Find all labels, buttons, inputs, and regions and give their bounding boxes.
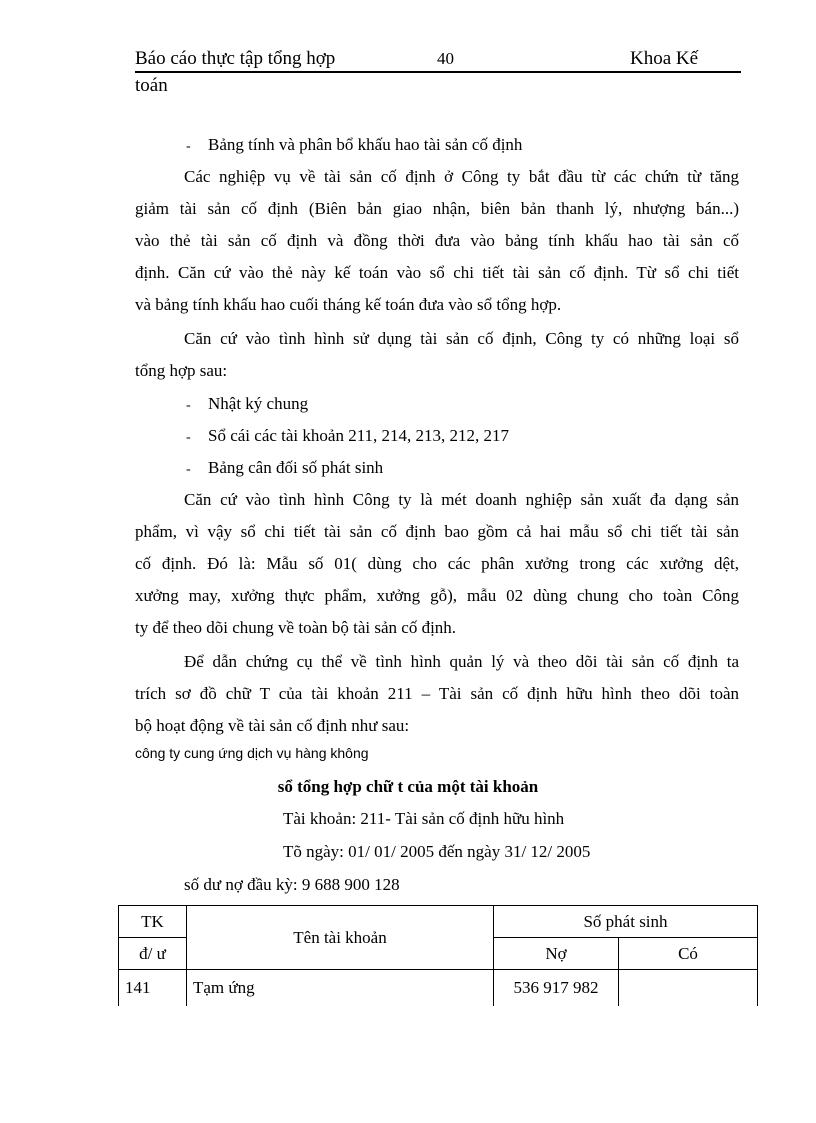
para1-line5: và bảng tính khấu hao cuối tháng kế toán đưa vào sổ tổng hợp. bbox=[135, 295, 562, 314]
ledger-table bbox=[118, 905, 758, 1006]
row-tk: 141 bbox=[119, 970, 187, 1006]
list-item: Nhật ký chung bbox=[208, 394, 309, 413]
header-tk: TK bbox=[119, 906, 187, 938]
page-number: 40 bbox=[437, 49, 454, 68]
list-item: Bảng cân đối số phát sinh bbox=[208, 458, 384, 477]
row-debit: 536 917 982 bbox=[494, 970, 619, 1006]
table-row bbox=[119, 970, 758, 1006]
header-department-continuation: toán bbox=[135, 75, 168, 96]
bullet-mark: - bbox=[186, 139, 191, 154]
para1-line4: định. Căn cứ vào thẻ này kế toán vào sổ chi tiết tài sản cố định. Từ sổ chi tiết bbox=[135, 263, 739, 282]
ledger-account: Tài khoản: 211- Tài sản cố định hữu hình bbox=[283, 809, 565, 828]
list-item-depreciation-table: Bảng tính và phân bổ khấu hao tài sản cố định bbox=[208, 135, 523, 154]
header-account-name: Tên tài khoản bbox=[187, 906, 494, 970]
ledger-title: sổ tổng hợp chữ t của một tài khoản bbox=[277, 777, 539, 796]
para1-line1: Các nghiệp vụ về tài sản cố định ở Công ty bắt đầu từ các chứn từ tăng bbox=[184, 167, 739, 186]
list-item: Sổ cái các tài khoản 211, 214, 213, 212, 217 bbox=[208, 426, 510, 445]
bullet-mark: - bbox=[186, 430, 191, 445]
header-department: Khoa Kế bbox=[630, 48, 699, 69]
row-credit bbox=[619, 970, 758, 1006]
para3-line1: Căn cứ vào tình hình Công ty là mét doanh nghiệp sản xuất đa dạng sản bbox=[184, 490, 739, 509]
para3-line3: cố định. Đó là: Mẫu số 01( dùng cho các phân xưởng trong các xưởng dệt, bbox=[135, 554, 739, 573]
para2-line2: tổng hợp sau: bbox=[135, 361, 228, 380]
para3-line5: ty để theo dõi chung về toàn bộ tài sản cố định. bbox=[135, 618, 457, 637]
header-credit: Có bbox=[619, 938, 758, 970]
ledger-period: Tõ ngày: 01/ 01/ 2005 đến ngày 31/ 12/ 2005 bbox=[283, 842, 591, 861]
header-debit: Nợ bbox=[494, 938, 619, 970]
bullet-mark: - bbox=[186, 398, 191, 413]
header-report-title: Báo cáo thực tập tổng hợp bbox=[135, 48, 336, 69]
header-arising: Số phát sinh bbox=[494, 906, 758, 938]
opening-balance: số dư nợ đầu kỳ: 9 688 900 128 bbox=[184, 875, 400, 894]
bullet-mark: - bbox=[186, 462, 191, 477]
para2-line1: Căn cứ vào tình hình sử dụng tài sản cố định, Công ty có những loại sổ bbox=[184, 329, 739, 348]
para3-line2: phẩm, vì vậy sổ chi tiết tài sản cố định bao gồm cả hai mẫu sổ chi tiết tài sản bbox=[135, 522, 739, 541]
header-rule bbox=[135, 71, 741, 73]
header-tk-corresponding: đ/ ư bbox=[119, 938, 187, 970]
para4-line2: trích sơ đồ chữ T của tài khoản 211 – Tài sản cố định hữu hình theo dõi toàn bbox=[135, 684, 739, 703]
para4-line3: bộ hoạt động về tài sản cố định như sau: bbox=[135, 716, 410, 735]
para1-line2: giảm tài sản cố định (Biên bản giao nhận, biên bản thanh lý, nhượng bán...) bbox=[135, 199, 739, 218]
para1-line3: vào thẻ tài sản cố định và đồng thời đưa vào bảng tính khấu hao tài sản cố bbox=[135, 231, 739, 250]
row-account-name: Tạm ứng bbox=[187, 970, 494, 1006]
company-name: công ty cung ứng dịch vụ hàng không bbox=[135, 745, 369, 761]
para4-line1: Để dẫn chứng cụ thể về tình hình quản lý và theo dõi tài sản cố định ta bbox=[184, 652, 739, 671]
para3-line4: xưởng may, xưởng thực phẩm, xưởng gỗ), mẫu 02 dùng chung cho toàn Công bbox=[135, 586, 739, 605]
